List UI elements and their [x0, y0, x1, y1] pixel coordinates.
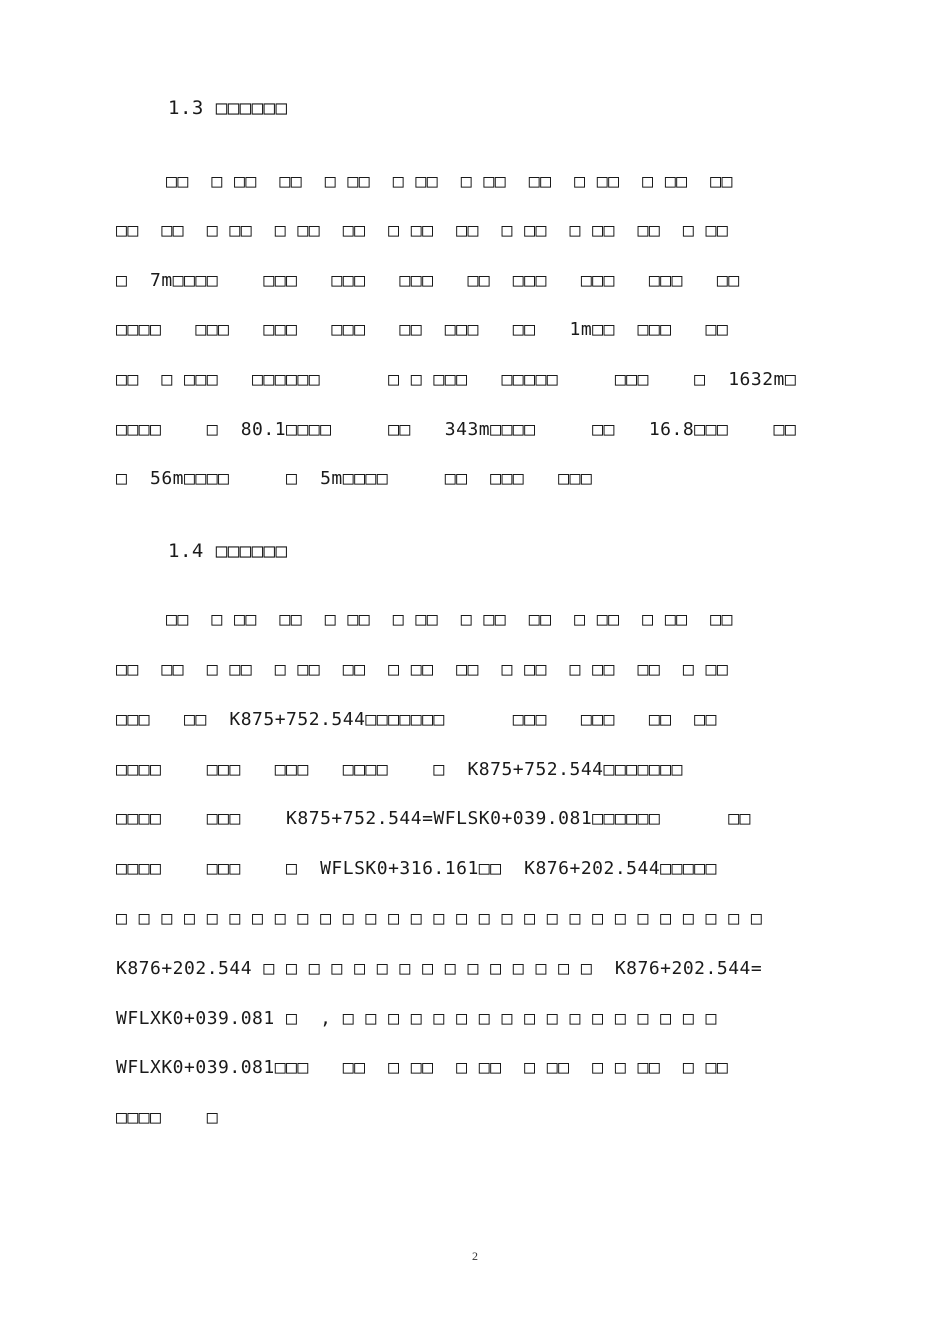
paragraph-line: □□ □□ □ □□ □ □□ □□ □ □□ □□ □ □□ □ □□ □□ □ □□ [116, 659, 729, 680]
paragraph-line: K876+202.544 □ □ □ □ □ □ □ □ □ □ □ □ □ □ □ K876+202.544= [116, 958, 763, 979]
section-1-3-heading: 1.3 □□□□□□ [168, 97, 288, 119]
paragraph-line: □□□□ □□□ □ WFLSK0+316.161□□ K876+202.544□□□□□ [116, 858, 717, 879]
paragraph-line: □□□□ □□□ K875+752.544=WFLSK0+039.081□□□□□□ □□ [116, 808, 751, 829]
paragraph-line: □□ □ □□ □□ □ □□ □ □□ □ □□ □□ □ □□ □ □□ □□ [166, 171, 733, 192]
paragraph-line: □□□□ □ 80.1□□□□ □□ 343m□□□□ □□ 16.8□□□ □□ [116, 419, 797, 440]
paragraph-line: □ 7m□□□□ □□□ □□□ □□□ □□ □□□ □□□ □□□ □□ [116, 270, 740, 291]
paragraph-line: □□ □□ □ □□ □ □□ □□ □ □□ □□ □ □□ □ □□ □□ □ □□ [116, 220, 729, 241]
paragraph-line: □ □ □ □ □ □ □ □ □ □ □ □ □ □ □ □ □ □ □ □ □ □ □ □ □ □ □ □ □ [116, 908, 763, 929]
paragraph-line: □□□ □□ K875+752.544□□□□□□□ □□□ □□□ □□ □□ [116, 709, 717, 730]
page-number: 2 [472, 1249, 478, 1263]
section-1-4-heading: 1.4 □□□□□□ [168, 540, 288, 562]
paragraph-line: □□□□ □□□ □□□ □□□□ □ K875+752.544□□□□□□□ [116, 759, 683, 780]
paragraph-line: □□□□ □□□ □□□ □□□ □□ □□□ □□ 1m□□ □□□ □□ [116, 319, 729, 340]
paragraph-line: WFLXK0+039.081 □ , □ □ □ □ □ □ □ □ □ □ □ □ □ □ □ □ □ [116, 1008, 717, 1029]
paragraph-line: □□ □ □□ □□ □ □□ □ □□ □ □□ □□ □ □□ □ □□ □□ [166, 609, 733, 630]
paragraph-line: □□ □ □□□ □□□□□□ □ □ □□□ □□□□□ □□□ □ 1632m□ [116, 369, 797, 390]
paragraph-line: WFLXK0+039.081□□□ □□ □ □□ □ □□ □ □□ □ □ □□ □ □□ [116, 1057, 729, 1078]
paragraph-line: □□□□ □ [116, 1107, 219, 1128]
paragraph-line: □ 56m□□□□ □ 5m□□□□ □□ □□□ □□□ [116, 468, 593, 489]
